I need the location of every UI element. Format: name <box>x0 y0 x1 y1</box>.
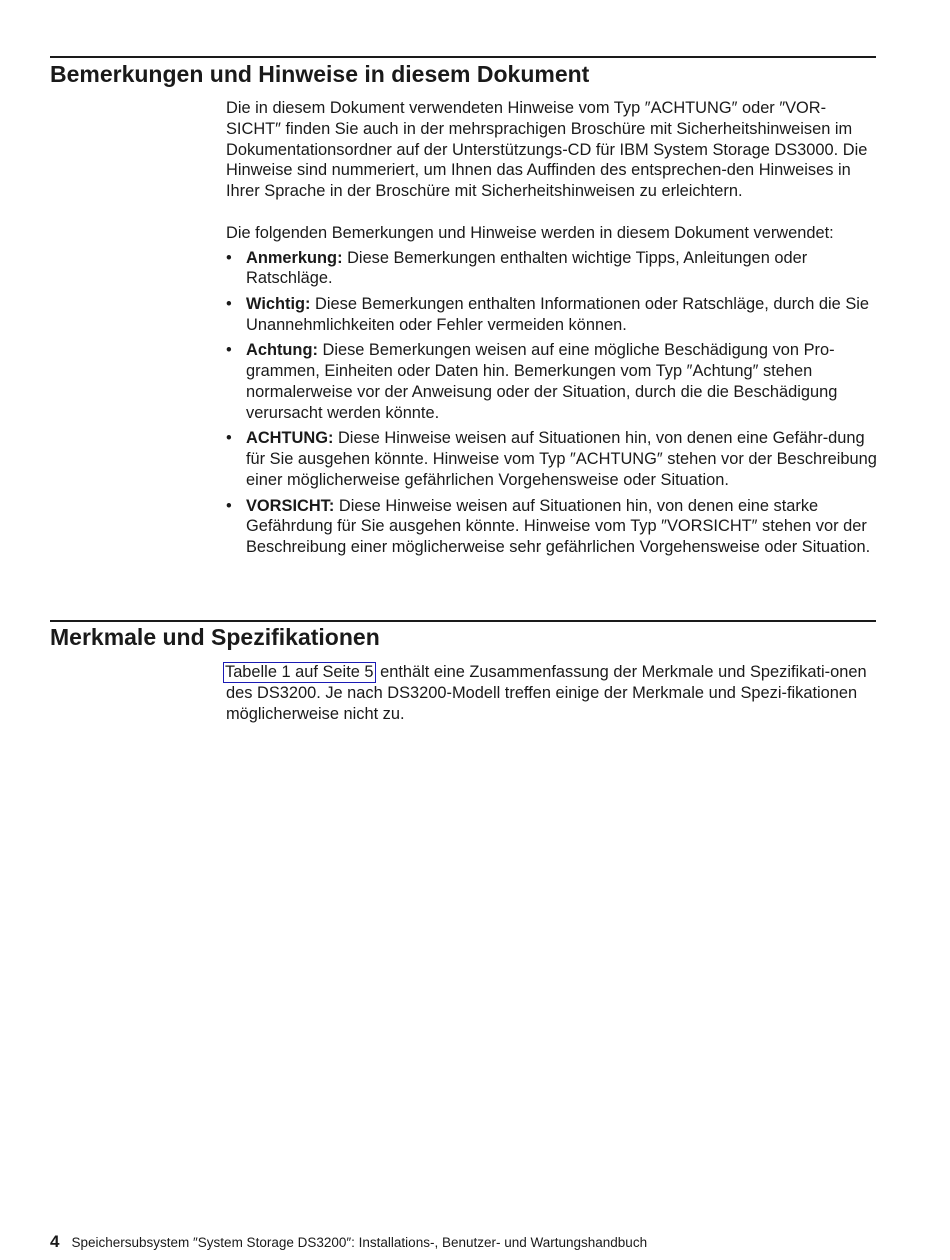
list-item <box>226 496 878 558</box>
notice-text: Diese Hinweise weisen auf Situationen hin, von denen eine starke Gefährdung für Sie ausgehen könnte. Hinweise vom Typ ″VORSICHT″ stehen vor der Beschreibung einer möglicherweise sehr gefährlichen Vorgehensweise oder Situation. <box>246 496 871 557</box>
section-body <box>226 662 878 725</box>
notice-term: Achtung: <box>246 341 318 360</box>
list-item <box>226 248 878 290</box>
bullet-icon: • <box>226 341 232 360</box>
section-divider <box>50 56 876 58</box>
features-text: enthält eine Zusammenfassung der Merkmale und Spezifikati-onen des DS3200. Je nach DS3200-Modell treffen einige der Merkmale und Spezi-fikationen möglicherweise nicht zu. <box>226 663 867 723</box>
list-item <box>226 428 878 490</box>
bullet-icon: • <box>226 248 232 267</box>
intro-paragraph: Die in diesem Dokument verwendeten Hinweise vom Typ ″ACHTUNG″ oder ″VOR-SICHT″ finden Sie auch in der mehrsprachigen Broschüre mit Sicherheitshinweisen im Dokumentationsordner auf der Unterstützungs-CD für IBM System Storage DS3000. Die Hinweise sind nummeriert, um Ihnen das Auffinden des entsprechen-den Hinweises in Ihrer Sprache in der Broschüre mit Sicherheitshinweisen zu erleichtern. <box>226 99 868 201</box>
section-heading: Merkmale und Spezifikationen <box>50 624 380 650</box>
notice-term: ACHTUNG: <box>246 429 334 448</box>
list-item <box>226 340 878 423</box>
notice-text: Diese Hinweise weisen auf Situationen hin, von denen eine Gefähr-dung für Sie ausgehen könnte. Hinweise vom Typ ″ACHTUNG″ stehen vor der Beschreibung einer möglicherweise gefährlichen Vorgehensweise oder Situation. <box>246 429 877 489</box>
section-divider <box>50 620 876 622</box>
notice-text: Diese Bemerkungen enthalten wichtige Tipps, Anleitungen oder Ratschläge. <box>246 248 808 288</box>
footer-title: Speichersubsystem ″System Storage DS3200″: Installations-, Benutzer- und Wartungshandbuch <box>71 1235 648 1250</box>
list-item <box>226 294 878 336</box>
features-paragraph <box>226 662 878 725</box>
bullet-icon: • <box>226 294 232 313</box>
list-intro: Die folgenden Bemerkungen und Hinweise werden in diesem Dokument verwendet: <box>226 223 834 242</box>
notice-term: Anmerkung: <box>246 248 343 267</box>
table-reference-link[interactable]: Tabelle 1 auf Seite 5 <box>225 663 374 681</box>
section-heading: Bemerkungen und Hinweise in diesem Dokument <box>50 61 590 87</box>
notice-text: Diese Bemerkungen weisen auf eine mögliche Beschädigung von Pro-grammen, Einheiten oder Daten hin. Bemerkungen vom Typ ″Achtung″ stehen normalerweise vor der Anweisung oder der Situation, durch die die Beschädigung verursacht werden könnte. <box>246 341 838 422</box>
section-body <box>226 98 878 563</box>
notice-text: Diese Bemerkungen enthalten Informationen oder Ratschläge, durch die Sie Unannehmlichkeiten oder Fehler vermeiden können. <box>246 294 870 334</box>
notice-term: Wichtig: <box>246 294 311 313</box>
page-footer <box>50 1232 900 1253</box>
bullet-icon: • <box>226 496 232 515</box>
notice-list <box>226 248 878 558</box>
notice-term: VORSICHT: <box>246 496 335 515</box>
page-number: 4 <box>50 1232 60 1251</box>
bullet-icon: • <box>226 429 232 448</box>
